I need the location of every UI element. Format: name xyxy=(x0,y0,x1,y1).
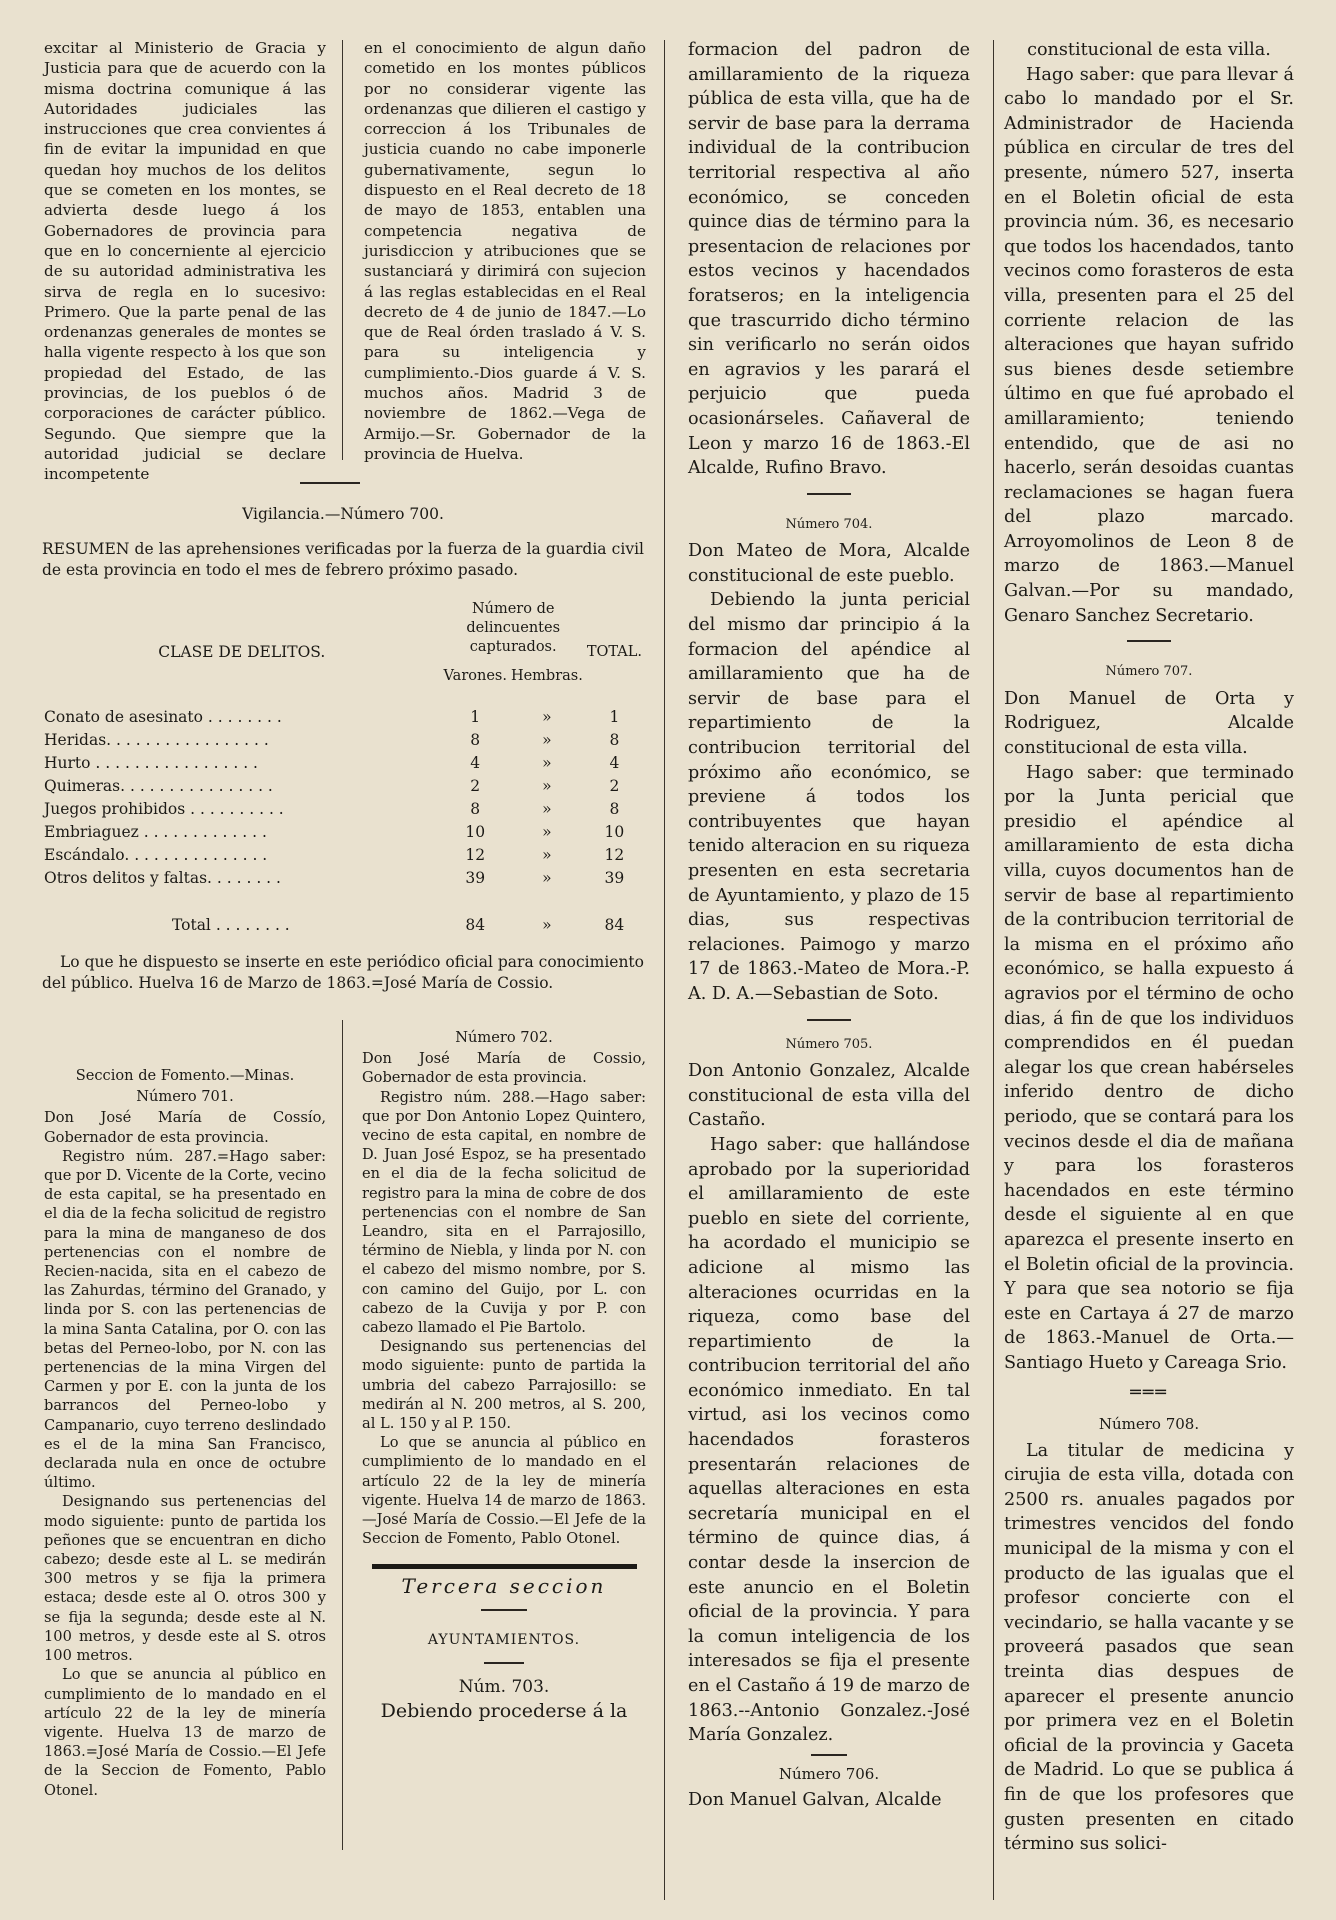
row-hembras: » xyxy=(542,869,552,887)
table-row xyxy=(42,798,644,821)
body-paragraph: Hago saber: que hallándose aprobado por la superioridad el amillaramiento de este pueblo en siete del corriente, ha acordado el municipio se adicione al mismo las alteraciones ocurridas en la riqueza, como base del repartimiento de la contribucion territorial del año económico inmediato. En tal virtud, asi los vecinos como hacendados forasteros presentarán relaciones de aquellas alteraciones en esta secretaría municipal en el término de quince dias, á contar desde la insercion de este anuncio en el Boletin oficial de la provincia. Y para la comun inteligencia de los interesados se fija el presente en el Castaño á 19 de marzo de 1863.--Antonio Gonzalez.-José María Gonzalez. xyxy=(688,1134,970,1746)
row-varones: 1 xyxy=(470,708,481,726)
separator-rule xyxy=(481,1609,527,1611)
column-3 xyxy=(688,38,970,1813)
body-paragraph: Registro núm. 288.—Hago saber: que por Don Antonio Lopez Quintero, vecino de esta capital, en nombre de D. Juan José Espoz, se ha presentado en el dia de la fecha solicitud de registro para la mina de cobre de dos pertenencias con el nombre de San Leandro, sita en el Parrajosillo, término de Niebla, y linda por N. con el cabezo del mismo nombre, por S. con camino del Guijo, por L. con cabezo de la Cuvija y por P. con cabezo llamado el Pie Bartolo. xyxy=(362,1088,646,1337)
body-paragraph: Don Manuel de Orta y Rodriguez, Alcalde constitucional de esta villa. xyxy=(1004,688,1294,759)
subsection-title: AYUNTAMIENTOS. xyxy=(427,1631,581,1648)
row-varones: 8 xyxy=(470,800,481,818)
body-paragraph: Don Antonio Gonzalez, Alcalde constitucional de esta villa del Castaño. xyxy=(688,1061,970,1131)
total-varones: 84 xyxy=(465,916,486,934)
row-varones: 4 xyxy=(470,754,481,772)
row-hembras: » xyxy=(542,777,552,795)
section-title: Vigilancia.—Número 700. xyxy=(242,505,444,523)
row-clase: Juegos prohibidos . . . . . . . . . . xyxy=(44,800,284,818)
total-total: 84 xyxy=(604,916,625,934)
row-varones: 39 xyxy=(465,869,486,887)
table-row xyxy=(42,729,644,752)
body-paragraph: La titular de medicina y cirujia de esta villa, dotada con 2500 rs. anuales pagados por trimestres vencidos del fondo municipal de la misma y con el producto de las igualas que el profesor concierte con el vecindario, se halla vacante y se proveerá pasados que sean treinta dias despues de aparecer el presente anuncio por primera vez en el Boletin oficial de la provincia y Gaceta de Madrid. Lo que se publica á fin de que los profesores que gusten presenten en citado término sus solici- xyxy=(1004,1440,1294,1855)
section-title: Tercera seccion xyxy=(401,1574,607,1599)
notice-number: Número 707. xyxy=(1105,664,1193,680)
notice-number: Número 706. xyxy=(778,1764,880,1783)
row-varones: 10 xyxy=(465,823,486,841)
row-total: 8 xyxy=(609,800,620,818)
row-clase: Otros delitos y faltas. . . . . . . . xyxy=(44,869,281,887)
row-hembras: » xyxy=(542,800,552,818)
column-divider xyxy=(342,40,343,460)
row-total: 12 xyxy=(604,846,625,864)
separator-rule xyxy=(811,1754,847,1756)
body-paragraph: Debiendo la junta pericial del mismo dar principio á la formacion del apéndice al amillaramiento que ha de servir de base para el repartimiento de la contribucion territorial del próximo año económico, se previene á todos los contribuyentes que hayan tenido alteracion en su riqueza presenten en esta secretaria de Ayuntamiento, y plazo de 15 dias, sus respectivas relaciones. Paimogo y marzo 17 de 1863.-Mateo de Mora.-P. A. D. A.—Sebastian de Soto. xyxy=(688,590,970,1004)
row-varones: 8 xyxy=(470,731,481,749)
notice-number: Número 708. xyxy=(1098,1415,1200,1434)
column-2-bottom xyxy=(362,1018,646,1724)
body-paragraph: Lo que se anuncia al público en cumplimiento de lo mandado en el artículo 22 de la ley de minería vigente. Huelva 14 de marzo de 1863.—José María de Cossio.—El Jefe de la Seccion de Fomento, Pablo Otonel. xyxy=(362,1434,646,1548)
closing-text: Lo que he dispuesto se inserte en este periódico oficial para conocimiento del público. Huelva 16 de Marzo de 1863.=José María de Cossio. xyxy=(42,953,644,992)
notice-number: Número 701. xyxy=(136,1088,234,1106)
notice-number: Número 704. xyxy=(785,516,873,532)
body-paragraph: Don José María de Cossío, Gobernador de esta provincia. xyxy=(44,1109,326,1146)
row-total: 2 xyxy=(609,777,620,795)
body-paragraph: Hago saber: que para llevar á cabo lo mandado por el Sr. Administrador de Hacienda pública en circular de tres del presente, número 527, inserta en el Boletin oficial de esta provincia núm. 36, es necesario que todos los hacendados, tanto vecinos como forasteros de esta villa, presenten para el 25 del corriente relacion de las alteraciones que hayan sufrido sus bienes desde setiembre último en que fué aprobado el amillaramiento; teniendo entendido, que de asi no hacerlo, serán desoidas cuantas reclamaciones se hagan fuera del plazo marcado. Arroyomolinos de Leon 8 de marzo de 1863.—Manuel Galvan.—Por su mandado, Genaro Sanchez Secretario. xyxy=(1004,64,1294,626)
table-row xyxy=(42,821,644,844)
body-paragraph: Lo que se anuncia al público en cumplimiento de lo mandado en el artículo 22 de la ley de minería vigente. Huelva 13 de marzo de 1863.=José María de Cossio.—El Jefe de la Seccion de Fomento, Pablo Otonel. xyxy=(44,1666,326,1799)
row-clase: Escándalo. . . . . . . . . . . . . . . xyxy=(44,846,268,864)
vigilancia-section xyxy=(42,504,644,581)
row-clase: Hurto . . . . . . . . . . . . . . . . . xyxy=(44,754,258,772)
column-header-clase: CLASE DE DELITOS. xyxy=(158,642,326,661)
column-1-top xyxy=(44,38,326,485)
body-paragraph: Don Mateo de Mora, Alcalde constitucional de este pueblo. xyxy=(688,541,970,586)
separator-rule xyxy=(300,482,360,484)
separator-rule xyxy=(807,1019,851,1021)
body-paragraph: Don José María de Cossio, Gobernador de esta provincia. xyxy=(362,1050,646,1087)
body-paragraph: Don Manuel Galvan, Alcalde xyxy=(688,1790,942,1811)
row-clase: Embriaguez . . . . . . . . . . . . . xyxy=(44,823,267,841)
table-row xyxy=(42,844,644,867)
body-paragraph: Debiendo procederse á la xyxy=(380,1700,628,1723)
row-total: 8 xyxy=(609,731,620,749)
column-header-hembras: Hembras. xyxy=(510,668,583,684)
column-2-top xyxy=(364,38,646,464)
section-heading: Seccion de Fomento.—Minas. xyxy=(75,1067,295,1084)
row-total: 10 xyxy=(604,823,625,841)
separator-rule xyxy=(484,1662,524,1664)
table-row xyxy=(42,752,644,775)
column-divider xyxy=(664,40,665,1900)
separator-rule xyxy=(807,493,851,495)
column-4 xyxy=(1004,38,1294,1857)
total-hembras: » xyxy=(542,916,552,934)
row-clase: Conato de asesinato . . . . . . . . xyxy=(44,708,282,726)
row-total: 39 xyxy=(604,869,625,887)
total-label: Total . . . . . . . . xyxy=(172,916,290,934)
body-paragraph: Registro núm. 287.=Hago saber: que por D. Vicente de la Corte, vecino de esta capital, se ha presentado en el dia de la fecha solicitud de registro para la mina de manganeso de dos pertenencias con el nombre de Recien-nacida, sita en el cabezo de las Zahurdas, término del Granado, y linda por S. con las pertenencias de la mina Santa Catalina, por O. con las betas del Perneo-lobo, por N. con las pertenencias de la mina Virgen del Carmen y por E. con la junta de los barrancos del Perneo-lobo y Campanario, cuyo terreno deslindado es el de la mina San Francisco, declarada nula en once de octubre último. xyxy=(44,1147,326,1492)
row-hembras: » xyxy=(542,731,552,749)
table-row xyxy=(42,706,644,729)
section-rule xyxy=(372,1564,637,1569)
row-varones: 2 xyxy=(470,777,481,795)
row-varones: 12 xyxy=(465,846,486,864)
notice-number: Número 705. xyxy=(785,1036,873,1052)
body-paragraph: formacion del padron de amillaramiento de la riqueza pública de esta villa, que ha de servir de base para la derrama individual de la contribucion territorial respectiva al año económico, se conceden quince dias de término para la presentacion de relaciones por estos vecinos y hacendados foratseros; en la inteligencia que trascurrido dicho término sin verificarlo no serán oidos en agravios y les parará el perjuicio que pueda ocasionárseles. Cañaveral de Leon y marzo 16 de 1863.-El Alcalde, Rufino Bravo. xyxy=(688,40,970,479)
vigilancia-closing xyxy=(42,952,644,994)
row-clase: Quimeras. . . . . . . . . . . . . . . . xyxy=(44,777,273,795)
body-paragraph: Designando sus pertenencias del modo siguiente: punto de partida la umbria del cabezo Parrajosillo: se medirán al N. 200 metros, al S. 200, al L. 150 y al P. 150. xyxy=(362,1338,646,1433)
separator-rule: ═══ xyxy=(1130,1383,1168,1404)
aprehensiones-table xyxy=(42,598,644,937)
column-divider xyxy=(993,40,994,1900)
body-paragraph: constitucional de esta villa. xyxy=(1027,40,1271,60)
table-row xyxy=(42,867,644,890)
resumen-text: RESUMEN de las aprehensiones verificadas por la fuerza de la guardia civil de esta provincia en todo el mes de febrero próximo pasado. xyxy=(42,540,644,579)
column-1-bottom xyxy=(44,1056,326,1800)
separator-rule xyxy=(1127,640,1171,642)
row-hembras: » xyxy=(542,823,552,841)
notice-number: Núm. 703. xyxy=(458,1676,550,1697)
body-paragraph: en el conocimiento de algun daño cometido en los montes públicos por no considerar vigente las ordenanzas que dilieren el castigo y correccion á los Tribunales de justicia cuando no cabe imponerle gubernativamente, segun lo dispuesto en el Real decreto de 18 de mayo de 1853, entablen una competencia negativa de jurisdiccion y atribuciones que se sustanciará y dirimirá con sujecion á las reglas establecidas en el Real decreto de 4 de junio de 1847.—Lo que de Real órden traslado á V. S. para su inteligencia y cumplimiento.-Dios guarde á V. S. muchos años. Madrid 3 de noviembre de 1862.—Vega de Armijo.—Sr. Gobernador de la provincia de Huelva. xyxy=(364,39,646,463)
column-divider xyxy=(342,1020,343,1850)
row-clase: Heridas. . . . . . . . . . . . . . . . . xyxy=(44,731,269,749)
body-paragraph: Hago saber: que terminado por la Junta pericial que presidio el apéndice al amillaramiento de esta dicha villa, cuyos documentos han de servir de base al repartimiento de la contribucion territorial de la misma en el próximo año económico, se halla expuesto á agravios por el término de ocho dias, á fin de que los individuos comprendidos en él puedan alegar los que crean habérseles inferido dentro de dicho periodo, que se contará para los vecinos desde el dia de mañana y para los forasteros hacendados en este término desde el siguiente al en que aparezca el presente inserto en el Boletin oficial de la provincia. Y para que sea notorio se fija este en Cartaya á 27 de marzo de 1863.-Manuel de Orta.—Santiago Hueto y Careaga Srio. xyxy=(1004,762,1294,1373)
table-row xyxy=(42,775,644,798)
row-total: 1 xyxy=(609,708,620,726)
column-header-total: TOTAL. xyxy=(586,643,642,660)
body-paragraph: Designando sus pertenencias del modo siguiente: punto de partida los peñones que se encuentran en dicho cabezo; desde este al L. se medirán 300 metros y se fija la primera estaca; desde este al O. otros 300 y se fija la segunda; desde este al N. 100 metros, y desde este al S. otros 100 metros. xyxy=(44,1493,326,1665)
row-hembras: » xyxy=(542,754,552,772)
row-total: 4 xyxy=(609,754,620,772)
column-header-varones: Varones. xyxy=(443,668,507,684)
notice-number: Número 702. xyxy=(455,1029,553,1046)
table-total-row xyxy=(42,914,644,937)
row-hembras: » xyxy=(542,846,552,864)
column-header-numero: Número de delincuentes capturados. xyxy=(466,601,561,655)
body-paragraph: excitar al Ministerio de Gracia y Justicia para que de acuerdo con la misma doctrina comunique á las Autoridades judiciales las instrucciones que crea convientes á fin de evitar la impunidad en que quedan hoy muchos de los delitos que se cometen en los montes, se advierta desde luego á los Gobernadores de provincia para que en lo concerniente al ejercicio de su autoridad administrativa les sirva de regla en lo sucesivo: Primero. Que la parte penal de las ordenanzas generales de montes se halla vigente respecto à los que son propiedad del Estado, de las provincias, de los pueblos ó de corporaciones de carácter público. Segundo. Que siempre que la autoridad judicial se declare incompetente xyxy=(44,39,326,484)
row-hembras: » xyxy=(542,708,552,726)
